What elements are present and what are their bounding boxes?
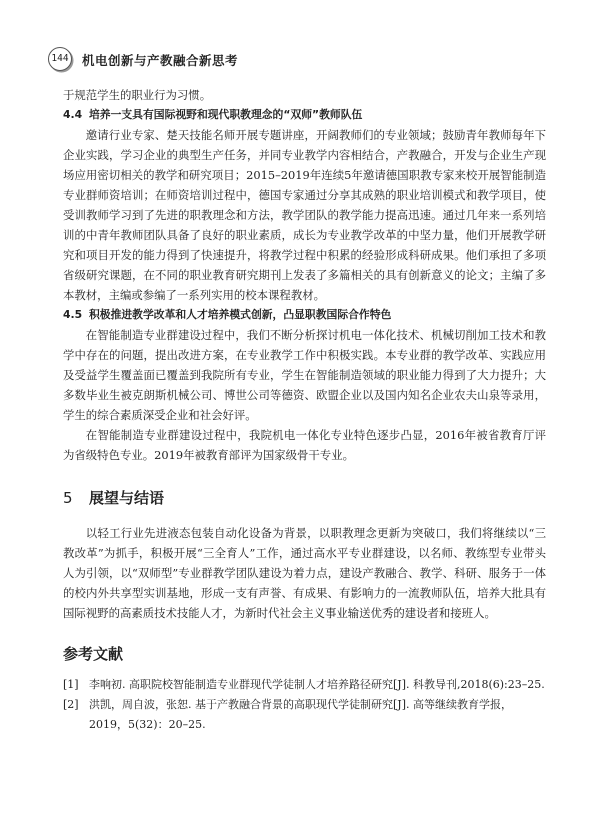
reference-number: [1] [63,678,79,691]
reference-text: 李响初. 高职院校智能制造专业群现代学徒制人才培养路径研究[J]. 科教导刊,2018(6):23–25. [89,678,545,691]
section-title: 培养一支具有国际视野和现代职教理念的“双师”教师队伍 [89,108,363,121]
section-4-5-heading [63,305,546,325]
section-4-5-paragraph-2: 在智能制造专业群建设过程中，我院机电一体化专业特色逐步凸显，2016年被省教育厅评为省级特色专业。2019年被教育部评为国家级骨干专业。 [63,428,546,462]
section-title: 积极推进教学改革和人才培养模式创新，凸显职教国际合作特色 [89,308,392,321]
section-number: 4.5 [63,308,83,321]
reference-item [63,675,546,695]
page-body [63,85,546,735]
section-4-4-heading [63,105,546,125]
references-heading: 参考文献 [63,645,124,663]
section-title: 展望与结语 [89,489,165,507]
reference-item [63,695,546,735]
section-4-4-paragraph: 邀请行业专家、楚天技能名师开展专题讲座，开阔教师们的专业领域；鼓励青年教师每年下企业实践，学习企业的典型生产任务，并同专业教学内容相结合，产教融合，开发与企业生产现场应用密切相关的教学和研究项目；2015–2019年连续5年邀请德国职教专家来校开展智能制造专业群师资培训；在师资培训过程中，德国专家通过分享其成熟的职业培训模式和教学项目，使受训教师学习到了先进的职教理念和方法，教学团队的教学能力提高迅速。通过几年来一系列培训的中青年教师团队具备了良好的职业素质，成长为专业教学改革的中坚力量，他们开展教学研究和项目开发的能力得到了快速提升，将教学过程中积累的经验形成科研成果。他们承担了多项省级研究课题，在不同的职业教育研究期刊上发表了多篇相关的具有创新意义的论文；主编了多本教材，主编或参编了一系列实用的校本课程教材。 [63,128,546,302]
continued-paragraph: 于规范学生的职业行为习惯。 [63,88,212,102]
reference-text: 洪凯，周自波，张恕. 基于产教融合背景的高职现代学徒制研究[J]. 高等继续教育学报，2019，5(32)：20–25. [89,698,512,731]
reference-number: [2] [63,698,79,711]
page-header [48,47,568,71]
section-5-heading [63,487,546,509]
running-title: 机电创新与产教融合新思考 [82,53,239,68]
page-number-badge: 144 [48,47,72,71]
section-number: 5 [63,489,73,507]
reference-list [63,675,546,735]
section-4-5-paragraph-1: 在智能制造专业群建设过程中，我们不断分析探讨机电一体化技术、机械切削加工技术和教学中存在的问题，提出改进方案，在专业教学工作中积极实践。本专业群的教学改革、实践应用及受益学生覆盖面已覆盖到我院所有专业，学生在智能制造领域的职业能力得到了大力提升；大多数毕业生被克朗斯机械公司、博世公司等德资、欧盟企业以及国内知名企业农夫山泉等录用，学生的综合素质深受企业和社会好评。 [63,328,546,422]
section-5-paragraph: 以轻工行业先进液态包装自动化设备为背景，以职教理念更新为突破口，我们将继续以“三教改革”为抓手，积极开展“三全育人”工作，通过高水平专业群建设，以名师、教练型专业带头人为引领，以“双师型”专业群教学团队建设为着力点，建设产教融合、教学、科研、服务于一体的校内外共享型实训基地，形成一支有声誉、有成果、有影响力的一流教师队伍，培养大批具有国际视野的高素质技术技能人才，为新时代社会主义事业输送优秀的建设者和接班人。 [63,526,546,620]
section-number: 4.4 [63,108,83,121]
